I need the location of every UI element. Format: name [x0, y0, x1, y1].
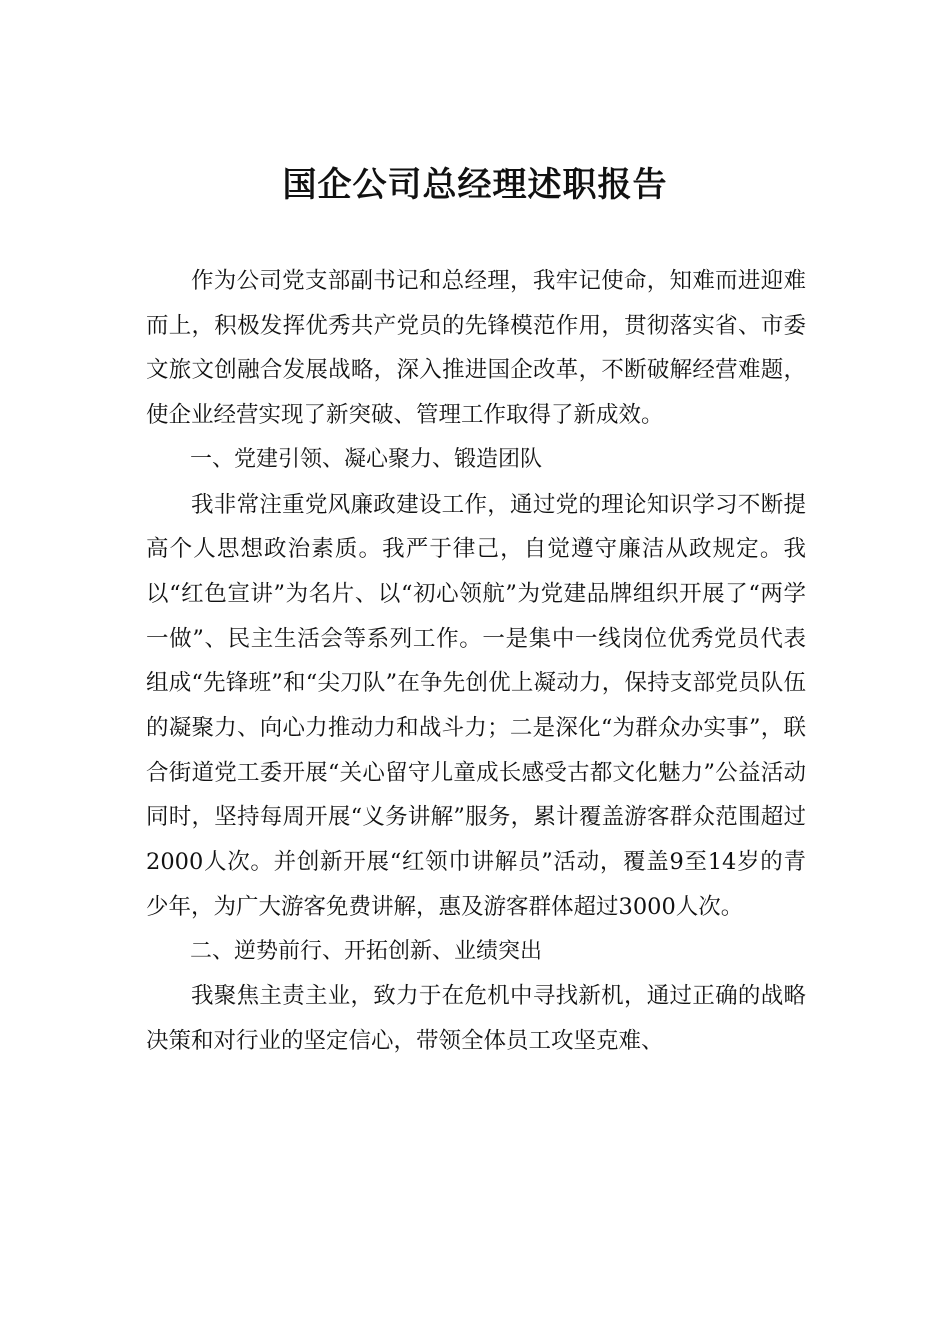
section-1-heading: 一、党建引领、凝心聚力、锻造团队	[190, 446, 543, 472]
intro-paragraph: 作为公司党支部副书记和总经理，我牢记使命，知难而进迎难而上，积极发挥优秀共产党员的先锋模范作用，贯彻落实省、市委文旅文创融合发展战略，深入推进国企改革，不断破解经营难题，使企业经营实现了新突破、管理工作取得了新成效。	[146, 268, 806, 429]
document-body	[146, 259, 806, 1064]
document-title: 国企公司总经理述职报告	[282, 165, 668, 205]
section-2-heading: 二、逆势前行、开拓创新、业绩突出	[190, 938, 543, 964]
section-1-paragraph: 我非常注重党风廉政建设工作，通过党的理论知识学习不断提高个人思想政治素质。我严于律己，自觉遵守廉洁从政规定。我以“红色宣讲”为名片、以“初心领航”为党建品牌组织开展了“两学一做”、民主生活会等系列工作。一是集中一线岗位优秀党员代表组成“先锋班”和“尖刀队”在争先创优上凝动力，保持支部党员队伍的凝聚力、向心力推动力和战斗力；二是深化“为群众办实事”，联合街道党工委开展“关心留守儿童成长感受古都文化魅力”公益活动同时，坚持每周开展“义务讲解”服务，累计覆盖游客群众范围超过2000人次。并创新开展“红领巾讲解员”活动，覆盖9至14岁的青少年，为广大游客免费讲解，惠及游客群体超过3000人次。	[146, 491, 806, 920]
section-2-paragraph: 我聚焦主责主业，致力于在危机中寻找新机，通过正确的战略决策和对行业的坚定信心，带领全体员工攻坚克难、	[146, 983, 806, 1054]
